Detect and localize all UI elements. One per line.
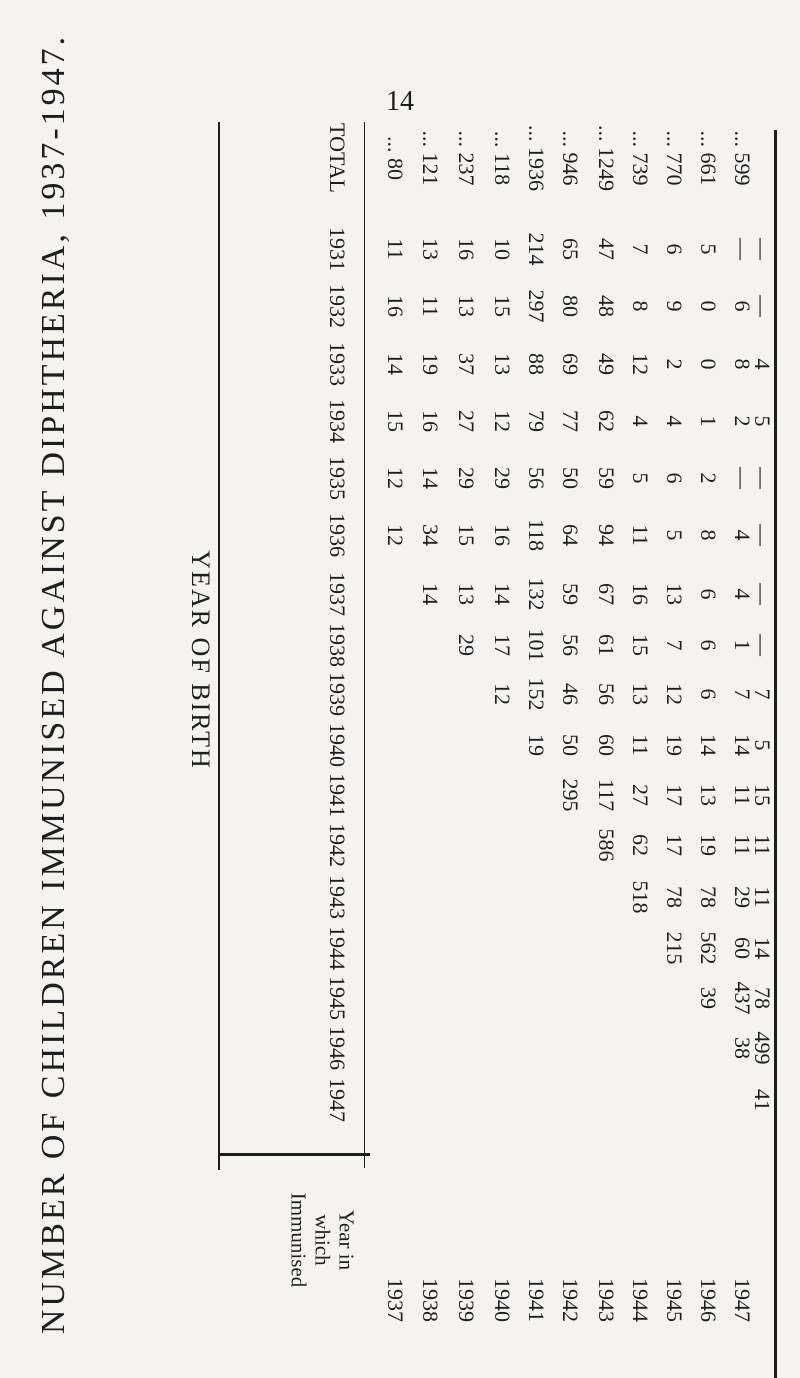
cell-1941-1936: 118 — [524, 518, 549, 552]
cell-1941-1934: 79 — [524, 410, 549, 432]
cell-1946-1937: 6 — [696, 588, 721, 600]
cell-1938-1936: 34 — [418, 524, 443, 546]
cell-1937-1931: 11 — [383, 238, 408, 260]
birth-year-1933: 1933 — [325, 342, 350, 386]
cell-1940-1934: 12 — [490, 410, 515, 432]
cell-1941-1933: 88 — [524, 353, 549, 375]
cell-extra-1935: — — [750, 467, 775, 489]
cell-1943-1937: 67 — [594, 583, 619, 605]
cell-1946-1940: 14 — [696, 734, 721, 756]
birth-year-1932: 1932 — [325, 284, 350, 328]
cell-1943-1936: 94 — [594, 524, 619, 546]
cell-1947-1938: 1 — [730, 639, 755, 651]
cell-1945-1934: 4 — [662, 415, 687, 427]
cell-1946-1932: 0 — [696, 300, 721, 312]
stub-header-line: Year in — [334, 1209, 359, 1271]
cell-extra-1939: 7 — [750, 688, 775, 700]
cell-1947-1945: 437 — [730, 981, 755, 1015]
row-total-1941: ... 1936 — [524, 125, 549, 191]
row-year-1945: 1945 — [662, 1278, 687, 1322]
cell-1945-1939: 12 — [662, 683, 687, 705]
cell-1947-1937: 4 — [730, 588, 755, 600]
cell-extra-1936: — — [750, 524, 775, 546]
cell-extra-1938: — — [750, 634, 775, 656]
year-of-birth-header: YEAR OF BIRTH — [186, 550, 215, 770]
cell-extra-1942: 11 — [750, 834, 775, 856]
cell-extra-1937: — — [750, 583, 775, 605]
cell-1947-1939: 7 — [730, 688, 755, 700]
cell-extra-1941: 15 — [750, 784, 775, 806]
birth-year-1947: 1947 — [325, 1078, 350, 1122]
cell-1941-1940: 19 — [524, 734, 549, 756]
birth-year-1935: 1935 — [325, 456, 350, 500]
cell-1942-1934: 77 — [558, 410, 583, 432]
cell-1942-1941: 295 — [558, 778, 583, 812]
cell-1942-1940: 50 — [558, 734, 583, 756]
cell-1943-1934: 62 — [594, 410, 619, 432]
cell-1945-1938: 7 — [662, 639, 687, 651]
cell-1946-1942: 19 — [696, 834, 721, 856]
cell-1947-1932: 6 — [730, 300, 755, 312]
cell-1945-1936: 5 — [662, 529, 687, 541]
row-year-1939: 1939 — [454, 1278, 479, 1322]
cell-1941-1937: 132 — [524, 577, 549, 611]
cell-1945-1932: 9 — [662, 300, 687, 312]
cell-1943-1931: 47 — [594, 238, 619, 260]
cell-1947-1942: 11 — [730, 834, 755, 856]
cell-1940-1938: 17 — [490, 634, 515, 656]
cell-1947-1933: 8 — [730, 358, 755, 370]
cell-1946-1936: 8 — [696, 529, 721, 541]
page-number: 14 — [386, 86, 414, 117]
cell-1940-1939: 12 — [490, 683, 515, 705]
row-year-1937: 1937 — [383, 1278, 408, 1322]
birth-year-1943: 1943 — [325, 875, 350, 919]
cell-1946-1939: 6 — [696, 688, 721, 700]
cell-1947-1944: 60 — [730, 937, 755, 959]
cell-1946-1943: 78 — [696, 886, 721, 908]
cell-1943-1939: 56 — [594, 683, 619, 705]
row-total-1939: ... 237 — [454, 130, 479, 186]
cell-1943-1941: 117 — [594, 778, 619, 812]
cell-1946-1945: 39 — [696, 987, 721, 1009]
birth-year-1938: 1938 — [325, 623, 350, 667]
cell-1937-1933: 14 — [383, 353, 408, 375]
cell-1945-1937: 13 — [662, 583, 687, 605]
cell-1945-1942: 17 — [662, 834, 687, 856]
cell-1940-1931: 10 — [490, 238, 515, 260]
birth-year-1934: 1934 — [325, 399, 350, 443]
cell-1939-1935: 29 — [454, 467, 479, 489]
cell-1939-1931: 16 — [454, 238, 479, 260]
stub-header-line: which — [310, 1214, 335, 1266]
cell-1942-1931: 65 — [558, 238, 583, 260]
cell-1942-1933: 69 — [558, 353, 583, 375]
cell-1938-1932: 11 — [418, 295, 443, 317]
cell-1937-1936: 12 — [383, 524, 408, 546]
cell-1941-1935: 56 — [524, 467, 549, 489]
cell-1942-1937: 59 — [558, 583, 583, 605]
cell-1938-1934: 16 — [418, 410, 443, 432]
cell-1941-1939: 152 — [524, 677, 549, 711]
row-year-1941: 1941 — [524, 1278, 549, 1322]
cell-1944-1942: 62 — [628, 834, 653, 856]
cell-extra-1932: — — [750, 295, 775, 317]
cell-1944-1941: 27 — [628, 784, 653, 806]
cell-1944-1939: 13 — [628, 683, 653, 705]
cell-extra-1943: 11 — [750, 886, 775, 908]
birth-year-1944: 1944 — [325, 926, 350, 970]
cell-1941-1932: 297 — [524, 289, 549, 323]
cell-1947-1943: 29 — [730, 886, 755, 908]
cell-1942-1935: 50 — [558, 467, 583, 489]
cell-1946-1934: 1 — [696, 415, 721, 427]
cell-extra-1933: 4 — [750, 358, 775, 370]
stub-header-line: Immunised — [286, 1192, 311, 1288]
cell-1947-1936: 4 — [730, 529, 755, 541]
birth-year-1931: 1931 — [325, 227, 350, 271]
cell-1946-1933: 0 — [696, 358, 721, 370]
cell-1939-1934: 27 — [454, 410, 479, 432]
cell-1943-1932: 48 — [594, 295, 619, 317]
cell-1943-1933: 49 — [594, 353, 619, 375]
table-title: NUMBER OF CHILDREN IMMUNISED AGAINST DIPHTHERIA, 1937-1947. — [35, 33, 72, 1335]
cell-1944-1940: 11 — [628, 734, 653, 756]
birth-year-1936: 1936 — [325, 513, 350, 557]
cell-1945-1933: 2 — [662, 358, 687, 370]
cell-1945-1940: 19 — [662, 734, 687, 756]
cell-1938-1933: 19 — [418, 353, 443, 375]
row-total-1938: ... 121 — [418, 130, 443, 186]
cell-1937-1934: 15 — [383, 410, 408, 432]
cell-1941-1931: 214 — [524, 232, 549, 266]
row-total-1937: ... 80 — [383, 136, 408, 180]
birth-year-1945: 1945 — [325, 976, 350, 1020]
cell-1947-1941: 11 — [730, 784, 755, 806]
cell-1938-1931: 13 — [418, 238, 443, 260]
cell-1942-1936: 64 — [558, 524, 583, 546]
cell-1944-1938: 15 — [628, 634, 653, 656]
cell-1942-1939: 46 — [558, 683, 583, 705]
cell-1939-1933: 37 — [454, 353, 479, 375]
cell-1944-1932: 8 — [628, 300, 653, 312]
cell-1946-1944: 562 — [696, 931, 721, 965]
cell-1944-1934: 4 — [628, 415, 653, 427]
cell-1944-1937: 16 — [628, 583, 653, 605]
birth-year-1946: 1946 — [325, 1026, 350, 1070]
cell-1945-1931: 6 — [662, 243, 687, 255]
cell-1943-1940: 60 — [594, 734, 619, 756]
row-year-1946: 1946 — [696, 1278, 721, 1322]
cell-1940-1933: 13 — [490, 353, 515, 375]
cell-1943-1942: 586 — [594, 828, 619, 862]
cell-1947-1935: — — [730, 467, 755, 489]
row-year-1947: 1947 — [730, 1278, 755, 1322]
cell-extra-1947: 41 — [750, 1089, 775, 1111]
row-total-1944: ... 739 — [628, 130, 653, 186]
cell-1940-1937: 14 — [490, 583, 515, 605]
cell-1940-1936: 16 — [490, 524, 515, 546]
birth-year-1942: 1942 — [325, 823, 350, 867]
row-total-1943: ... 1249 — [594, 125, 619, 191]
cell-1947-1940: 14 — [730, 734, 755, 756]
row-year-1944: 1944 — [628, 1278, 653, 1322]
cell-1947-1946: 38 — [730, 1037, 755, 1059]
cell-1944-1943: 518 — [628, 880, 653, 914]
cell-1944-1933: 12 — [628, 353, 653, 375]
cell-1937-1932: 16 — [383, 295, 408, 317]
cell-1939-1932: 13 — [454, 295, 479, 317]
row-total-1945: ... 770 — [662, 130, 687, 186]
cell-1946-1935: 2 — [696, 472, 721, 484]
total-header: TOTAL — [325, 123, 350, 193]
cell-extra-1946: 499 — [750, 1031, 775, 1065]
row-year-1943: 1943 — [594, 1278, 619, 1322]
row-year-1938: 1938 — [418, 1278, 443, 1322]
cell-extra-1944: 14 — [750, 937, 775, 959]
birth-year-1937: 1937 — [325, 572, 350, 616]
cell-1940-1932: 15 — [490, 295, 515, 317]
cell-1944-1935: 5 — [628, 472, 653, 484]
cell-1943-1935: 59 — [594, 467, 619, 489]
birth-year-1940: 1940 — [325, 723, 350, 767]
cell-1938-1935: 14 — [418, 467, 443, 489]
cell-1939-1938: 29 — [454, 634, 479, 656]
cell-1945-1943: 78 — [662, 886, 687, 908]
row-total-1947: ... 599 — [730, 130, 755, 186]
row-total-1940: ... 118 — [490, 130, 515, 186]
cell-1944-1931: 7 — [628, 243, 653, 255]
cell-extra-1934: 5 — [750, 415, 775, 427]
cell-1938-1937: 14 — [418, 583, 443, 605]
cell-1940-1935: 29 — [490, 467, 515, 489]
cell-1946-1938: 6 — [696, 639, 721, 651]
cell-1947-1931: — — [730, 238, 755, 260]
cell-extra-1945: 78 — [750, 987, 775, 1009]
cell-extra-1940: 5 — [750, 739, 775, 751]
row-total-1946: ... 661 — [696, 130, 721, 186]
cell-1946-1941: 13 — [696, 784, 721, 806]
cell-1943-1938: 61 — [594, 634, 619, 656]
cell-extra-1931: — — [750, 238, 775, 260]
cell-1945-1941: 17 — [662, 784, 687, 806]
row-year-1942: 1942 — [558, 1278, 583, 1322]
cell-1937-1935: 12 — [383, 467, 408, 489]
cell-1939-1936: 15 — [454, 524, 479, 546]
cell-1941-1938: 101 — [524, 628, 549, 662]
cell-1945-1944: 215 — [662, 931, 687, 965]
cell-1942-1932: 80 — [558, 295, 583, 317]
birth-year-1941: 1941 — [325, 773, 350, 817]
birth-year-1939: 1939 — [325, 672, 350, 716]
row-year-1940: 1940 — [490, 1278, 515, 1322]
cell-1945-1935: 6 — [662, 472, 687, 484]
cell-1944-1936: 11 — [628, 524, 653, 546]
cell-1939-1937: 13 — [454, 583, 479, 605]
cell-1946-1931: 5 — [696, 243, 721, 255]
row-total-1942: ... 946 — [558, 130, 583, 186]
cell-1942-1938: 56 — [558, 634, 583, 656]
cell-1947-1934: 2 — [730, 415, 755, 427]
